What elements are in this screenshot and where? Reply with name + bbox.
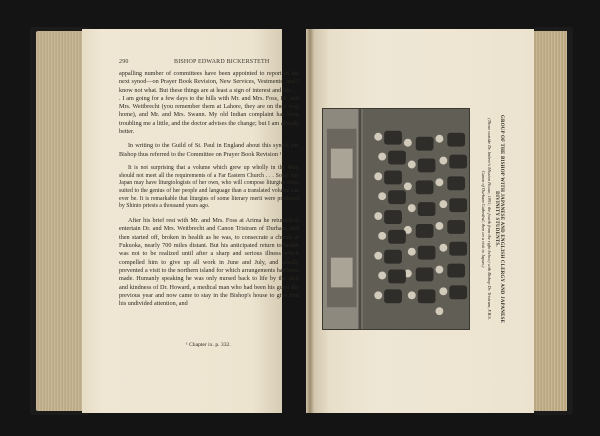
footnote: ¹ Chapter ix. p. 332. [186,342,231,348]
paragraph: In writing to the Guild of St. Paul in England about this synod, the Bishop thus referred to the Committee on Prayer Book Revision ¹ : [119,142,299,158]
caption-title: GROUP OF THE BISHOP WITH JAPANESE AND ENGLISH CLERGY AND JAPANESE DIVINITY STUDENTS. [494,114,504,324]
photo-caption [476,108,504,330]
body-text [119,70,299,314]
caption-subtitle: (Those outside Dr. Imbrie's Mission House, 1891; the fourth from the right below) with Bishop Dr. Tristram, F.R.S. [487,118,492,320]
running-head-title: BISHOP EDWARD BICKERSTETH [174,59,270,65]
running-header [119,59,299,69]
quoted-paragraph: It is not surprising that a volume which grew up wholly in the West should not meet all the requirements of a Far Eastern Church . . . Some day Japan may have liturgiologists of her own, who will compose liturgies more suited to the genius of her people and language than a translated volume can ever be. It is remarkable that liturgies of some literary merit were produced by Shinto priests a thousand years ago. [119,164,299,210]
page-number: 290 [119,59,129,65]
page-edges-left [36,31,84,411]
paragraph: appalling number of committees have been appointed to report to the next synod—on Prayer Book Revision, New Services, Vestments, and I know not what. But these things are at least a sign of interest and life. . . . I am going for a few days to the hills with Mr. and Mrs. Foss, Dr. and Mrs. Weitbrecht (you remember them at Lahore, they are on their way home), and Mr. and Mrs. Swann. My old Indian complaint has been troubling me a little, and the doctor advises the change; but I am already better. [119,70,299,136]
book-gutter [306,29,314,413]
paragraph: After his brief rest with Mr. and Mrs. Foss at Arima he returned to entertain Dr. and Mrs. Weitbrecht and Canon Tristram of Durham, and then started off, broken in health as he was, to consecrate a church at Fukuoka, nearly 700 miles distant. But his anticipated return to health was not to be realized until after a sharp and serious illness which compelled him to give up all work in June and July, and wholly prevented a visit to the northern island for which arrangements had been made. Humanly speaking he was only nursed back to life by the skill and kindness of Dr. Howard, a medical man who had been his guest the previous year and now came to stay in the Bishop's house to give him his undivided attention, and [119,217,299,308]
caption-subtitle-2: Canon of Durham Cathedral, then on a visit to Japan.) [481,170,486,268]
group-photograph [322,108,470,330]
page-edges-right [533,31,567,411]
photo-image [323,109,469,329]
